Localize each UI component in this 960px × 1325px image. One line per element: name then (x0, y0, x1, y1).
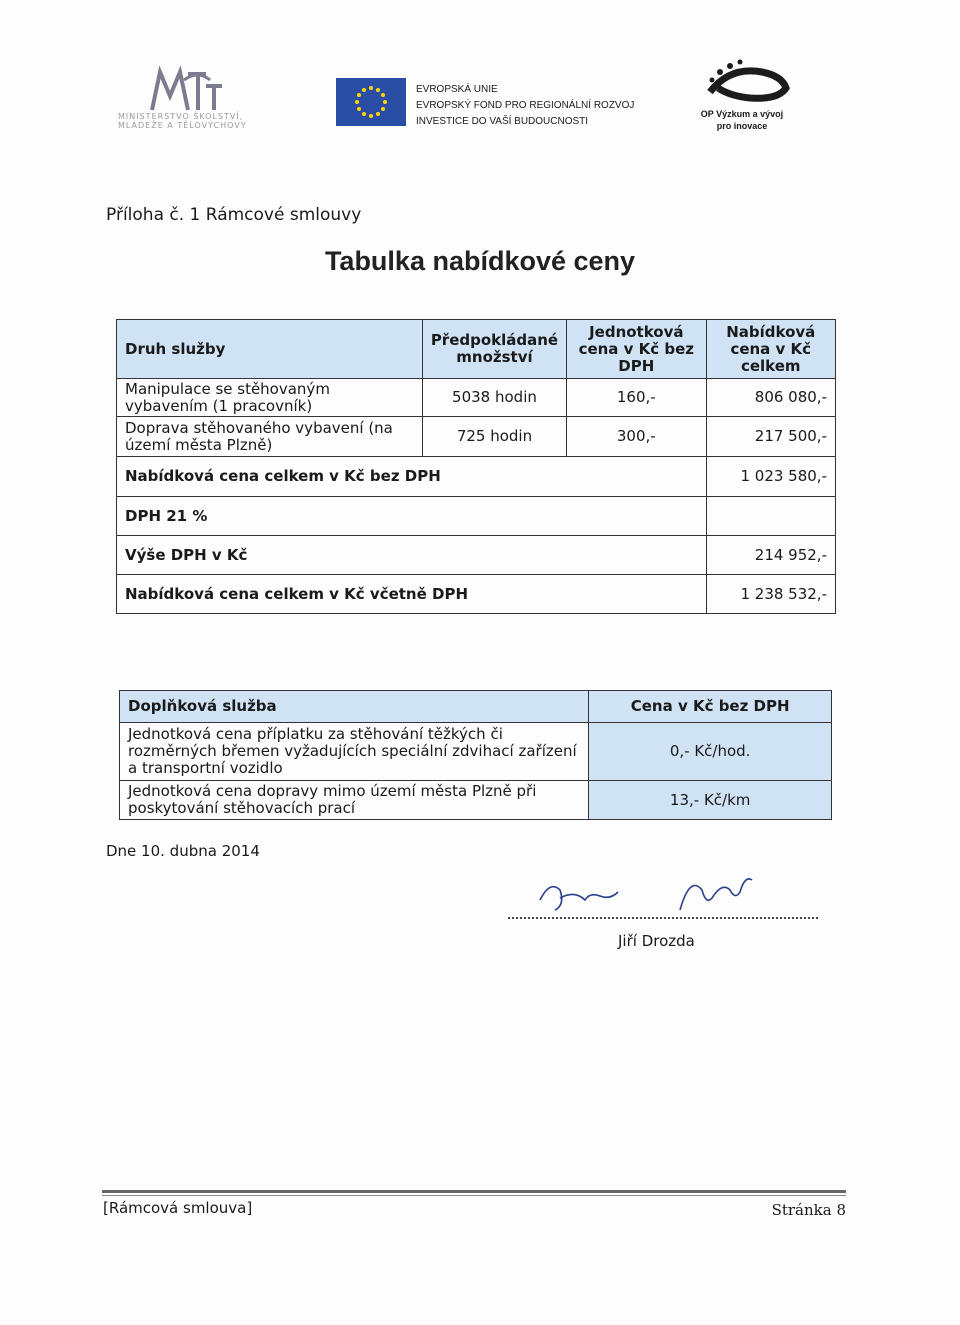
eu-flag (336, 78, 406, 126)
summary-value: 1 023 580,- (706, 457, 836, 497)
extra-row-service: Jednotková cena dopravy mimo území města Plzně při poskytování stěhovacích prací (120, 781, 589, 820)
table-row (117, 379, 836, 417)
eu-stars-icon (336, 78, 406, 126)
summary-label: Nabídková cena celkem v Kč bez DPH (117, 457, 707, 497)
op-years: 2007-13 (752, 86, 775, 92)
summary-row (117, 575, 836, 614)
eu-text (416, 82, 634, 130)
extra-row-price: 13,- Kč/km (589, 781, 832, 820)
summary-row (117, 457, 836, 497)
summary-value: 1 238 532,- (706, 575, 836, 614)
signer-name: Jiří Drozda (618, 932, 695, 950)
table-row (120, 781, 832, 820)
header-unit-price: Jednotková cena v Kč bez DPH (567, 320, 706, 379)
extra-row-price: 0,- Kč/hod. (589, 723, 832, 781)
summary-label: Výše DPH v Kč (117, 536, 707, 575)
vat-rate-label: DPH 21 % (125, 506, 208, 525)
extra-row-service: Jednotková cena příplatku za stěhování těžkých či rozměrných břemen vyžadujících speciální zdvihací zařízení a transportní vozidlo (120, 723, 589, 781)
page-number: Stránka 8 (771, 1201, 846, 1219)
page-title: Tabulka nabídkové ceny (324, 246, 636, 276)
footer-divider-thin (102, 1195, 846, 1196)
row-service: Doprava stěhovaného vybavení (na území města Plzně) (117, 417, 423, 457)
footer-divider (102, 1190, 846, 1193)
op-text (694, 108, 790, 132)
footer-left: [Rámcová smlouva] (103, 1199, 253, 1217)
header-total: Nabídková cena v Kč celkem (706, 320, 836, 379)
row-total: 217 500,- (706, 417, 836, 457)
extra-services-table (119, 690, 832, 820)
attachment-label: Příloha č. 1 Rámcové smlouvy (106, 205, 362, 225)
summary-row (117, 497, 836, 536)
row-quantity: 5038 hodin (422, 379, 566, 417)
row-quantity: 725 hodin (422, 417, 566, 457)
header-extra-service: Doplňková služba (120, 691, 589, 723)
extra-table-header-row (120, 691, 832, 723)
eu-line-1: EVROPSKÁ UNIE (416, 84, 498, 95)
eu-line-3: INVESTICE DO VAŠÍ BUDOUCNOSTI (416, 116, 589, 127)
row-service: Manipulace se stěhovaným vybavením (1 pracovník) (117, 379, 423, 417)
row-total: 806 080,- (706, 379, 836, 417)
eu-line-2: EVROPSKÝ FOND PRO REGIONÁLNÍ ROZVOJ (416, 100, 635, 111)
op-line-2: pro inovace (716, 121, 768, 131)
row-unit-price: 160,- (567, 379, 706, 417)
row-unit-price: 300,- (567, 417, 706, 457)
op-logo (690, 58, 790, 138)
price-table-header-row (117, 320, 836, 379)
summary-label (117, 497, 707, 536)
msmt-text: MINISTERSTVO ŠKOLSTVÍ, MLÁDEŽE A TĚLOVÝCHOVY (118, 112, 247, 130)
header-service: Druh služby (117, 320, 423, 379)
signature-line (508, 905, 818, 919)
msmt-logo-mark-icon (148, 66, 228, 112)
summary-value: 214 952,- (706, 536, 836, 575)
header-quantity: Předpokládané množství (422, 320, 566, 379)
msmt-logo (118, 66, 268, 136)
summary-row (117, 536, 836, 575)
price-table (116, 319, 836, 614)
header-extra-price: Cena v Kč bez DPH (589, 691, 832, 723)
table-row (120, 723, 832, 781)
summary-label: Nabídková cena celkem v Kč včetně DPH (117, 575, 707, 614)
date-line: Dne 10. dubna 2014 (106, 842, 260, 860)
summary-value (706, 497, 836, 536)
op-swoosh-icon (690, 58, 790, 108)
op-line-1: OP Výzkum a vývoj (700, 109, 784, 119)
table-row (117, 417, 836, 457)
